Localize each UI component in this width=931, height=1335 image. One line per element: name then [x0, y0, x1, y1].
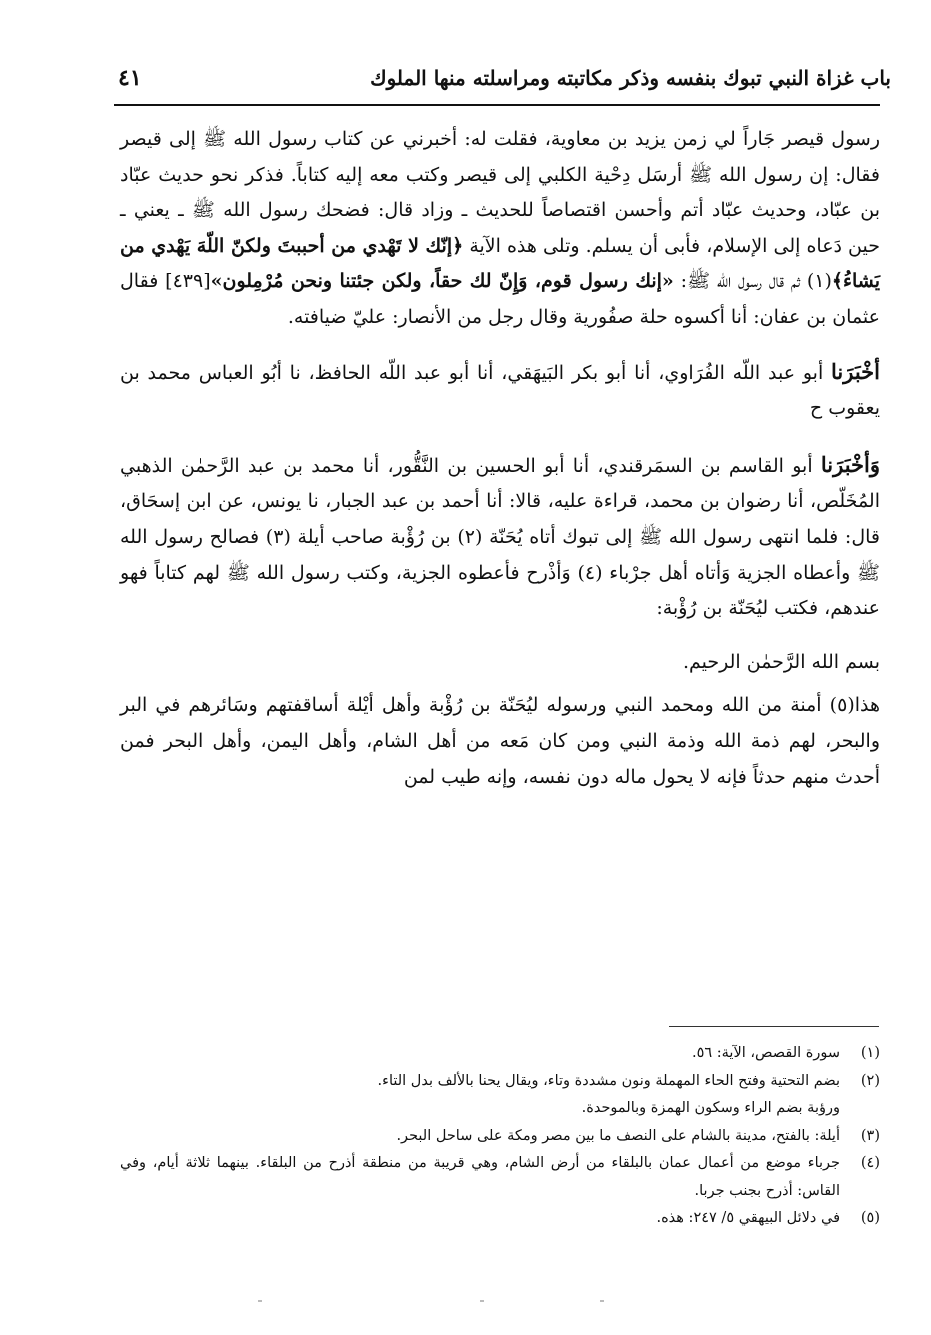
footnote-text: بضم التحتية وفتح الحاء المهملة ونون مشددة وتاء، ويقال يحنا بالألف بدل التاء.: [377, 1072, 840, 1089]
footnote-3: [120, 1123, 880, 1151]
paragraph-3: [120, 447, 880, 627]
basmala-line: بسم الله الرَّحمٰن الرحيم.: [682, 650, 880, 673]
footnote-2: [120, 1068, 880, 1123]
scan-speck: [600, 1300, 604, 1302]
scan-speck: [258, 1300, 262, 1302]
footnote-text: سورة القصص، الآية: ٥٦.: [691, 1045, 840, 1061]
footnote-text: في دلائل البيهقي ٥/ ٢٤٧: هذه.: [656, 1210, 840, 1226]
header-rule: [114, 104, 880, 106]
running-header-title: باب غزاة النبي تبوك بنفسه وذكر مكاتبته ومراسلته منها الملوك: [370, 66, 891, 90]
footnote-5: [120, 1205, 880, 1233]
page-number: ٤١: [118, 65, 142, 91]
paragraph-3-text: أبو القاسم بن السمَرقندي، أنا أبو الحسين بن النَّقُّور، أنا محمد بن عبد الرَّحمٰن الذهبي المُخَلّص، أنا رضوان بن محمد، قراءة عليه، قالا: أنا أحمد بن عبد الجبار، نا يونس، عن ابن إسحَاق، قال: فلما انتهى رسول الله ﷺ إلى تبوك أتاه يُحَنّة (٢) بن رُؤْبة صاحب أيلة (٣) فصالح رسول الله ﷺ وأعطاه الجزية وَأتاه أهل جرْباء (٤) وَأذْرح فأعطوه الجزية، وكتب رسول الله ﷺ لهم كتاباً فهو عندهم، فكتب ليُحَنّة بن رُؤْبة:: [120, 454, 881, 620]
footnote-4: [120, 1150, 880, 1205]
paragraph-1-text-c: [٤٣٩] فقال عثمان بن عفان: أنا أكسوه حلة صفُورية وقال رجل من الأنصار: عليّ ضيافته.: [120, 270, 880, 328]
scan-speck: [480, 1300, 484, 1302]
footnote-text: جرباء موضع من أعمال عمان بالبلقاء من أرض الشام، وهي قريبة من منطقة أذرح من البلقاء. بينهما ثلاثة أيام، وفي القاس: أذرح بجنب جربا.: [120, 1155, 840, 1199]
footnote-number: (٥): [860, 1210, 880, 1226]
footnotes: [120, 1040, 880, 1233]
paragraph-1-text-b: (١) ثم قال رسول الله ﷺ:: [680, 270, 832, 293]
isnad-lead-word: أخْبَرَنا: [831, 358, 880, 384]
footnote-number: (٢): [860, 1072, 880, 1089]
paragraph-1: [120, 122, 880, 336]
paragraph-1-text-a: رسول قيصر جَاراً لي زمن يزيد بن معاوية، فقلت له: أخبرني عن كتاب رسول الله ﷺ إلى قيصر فقال: إن رسول الله ﷺ أرسَل دِحْية الكلبي إلى قيصر وكتب معه إليه كتاباً. فذكر نحو حديث عبّاد بن عبّاد، وحديث عبّاد أتم وأحسن اقتصاصاً للحديث ـ وزاد قال: فضحك رسول الله ﷺ ـ يعني ـ حين دَعاه إلى الإسلام، فأبى أن يسلم. وتلى هذه الآية: [120, 128, 880, 257]
prophet-quote: «إنك رسول قوم، وَإِنّ لك حقاً، ولكن جئتنا ونحن مُرْمِلون»: [210, 270, 674, 293]
paragraph-2: [120, 354, 880, 427]
quran-verse: ﴿إنّك لا تَهْدي من أحببتَ ولكنّ اللّهَ يَهْدي من يَشاءُ﴾: [120, 234, 880, 293]
footnote-number: (٣): [860, 1127, 880, 1144]
footnote-continuation: ورؤبة بضم الراء وسكون الهمزة وبالموحدة.: [581, 1100, 840, 1116]
footnote-1: [120, 1040, 880, 1068]
footnote-rule: [669, 1026, 879, 1027]
footnote-text: أيلة: بالفتح، مدينة بالشام على النصف ما بين مصر ومكة على ساحل البحر.: [396, 1127, 840, 1144]
paragraph-2-text: أبو عبد اللّه الفُرَاوي، أنا أبو بكر البَيهَقي، أنا أبو عبد اللّه الحافظ، نا أبُو العباس محمد بن يعقوب ح: [120, 361, 880, 420]
main-text: [120, 122, 880, 795]
paragraph-5: هذا(٥) أمنة من الله ومحمد النبي ورسوله ليُحَنّة بن رُؤْبة وأهل أيْلة أساقفتهم وسَائرهم في البر والبحر، لهم ذمة الله وذمة النبي ومن كان مَعه من أهل الشام، وأهل اليمن، وأهل البحر فمن أحدث منهم حدثاً فإنه لا يحول ماله دون نفسه، وإنه طيب لمن: [120, 694, 880, 788]
isnad-lead-word: وَأخْبَرَنا: [820, 451, 880, 477]
footnote-number: (١): [860, 1045, 880, 1061]
footnote-number: (٤): [860, 1155, 880, 1171]
